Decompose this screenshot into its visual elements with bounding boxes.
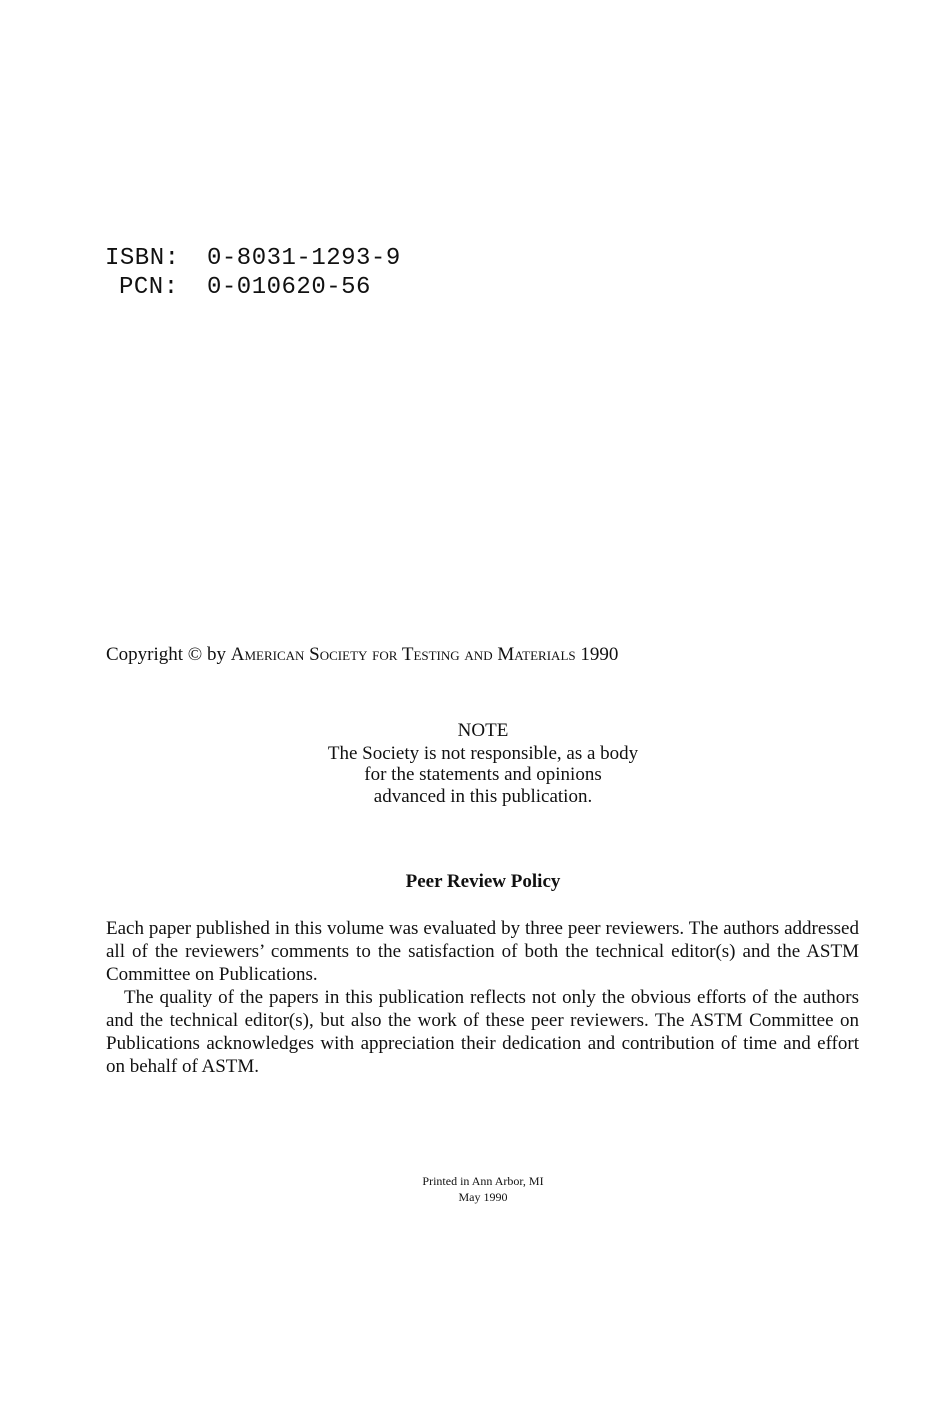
note-line: The Society is not responsible, as a body [327,742,639,764]
copyright-organization: American Society for Testing and Materials [230,644,576,665]
copyright-line [106,643,618,667]
note-block [0,720,950,807]
printed-location: Printed in Ann Arbor, MI [422,1174,544,1188]
identifiers-block [105,244,401,302]
pcn-label: PCN: [119,274,179,301]
printed-date: May 1990 [458,1190,508,1204]
isbn-label: ISBN: [105,245,180,272]
copyright-year: 1990 [580,644,619,665]
printed-info [0,1173,950,1205]
note-line: advanced in this publication. [373,785,593,807]
peer-review-title: Peer Review Policy [405,871,561,892]
note-line: for the statements and opinions [364,764,602,785]
copyright-prefix: Copyright © by [106,644,231,665]
pcn-row [105,273,401,302]
peer-review-paragraph: Each paper published in this volume was evaluated by three peer reviewers. The authors addressed all of the reviewers’ comments to the satisfaction of both the technical editor(s) and the ASTM Committee on Publications. [106,918,859,985]
isbn-row [105,244,401,273]
pcn-value: 0-010620-56 [207,274,371,301]
isbn-value: 0-8031-1293-9 [207,245,401,272]
peer-review-paragraph: The quality of the papers in this publication reflects not only the obvious efforts of the authors and the technical editor(s), but also the work of these peer reviewers. The ASTM Committee on Publications acknowledges with appreciation their dedication and contribution of time and effort on behalf of ASTM. [106,987,859,1077]
peer-review-body [106,917,859,1078]
note-title: NOTE [457,720,509,741]
